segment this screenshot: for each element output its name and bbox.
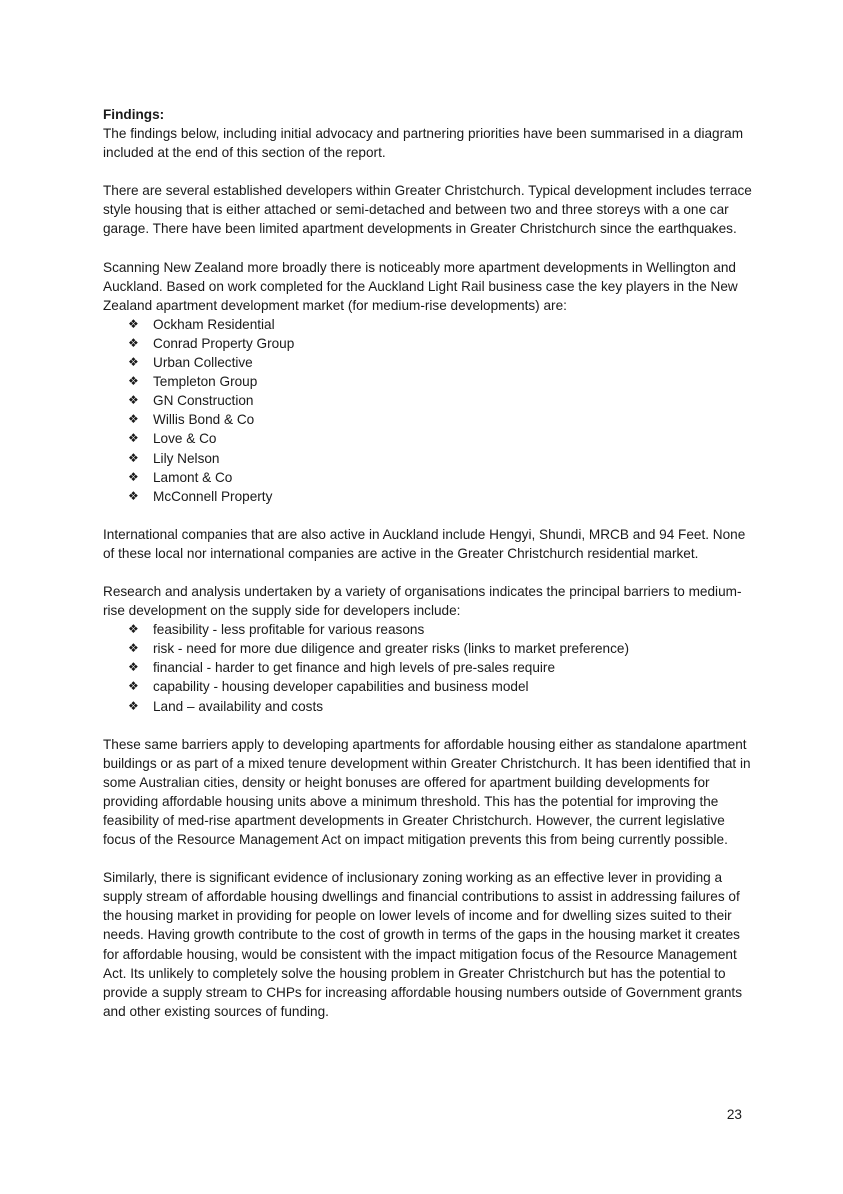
diamond-bullet-icon: ❖ — [128, 412, 139, 427]
list-item: ❖ risk - need for more due diligence and greater risks (links to market preference) — [103, 639, 753, 658]
paragraph-international: International companies that are also active in Auckland include Hengyi, Shundi, MRCB and 94 Feet. None of these local nor international companies are active in the Greater Christchurch residential market. — [103, 526, 746, 561]
diamond-bullet-icon: ❖ — [128, 641, 139, 656]
diamond-bullet-icon: ❖ — [128, 374, 139, 389]
page-number: 23 — [726, 1107, 742, 1122]
diamond-bullet-icon: ❖ — [128, 679, 139, 694]
developer-list — [103, 315, 753, 506]
diamond-bullet-icon: ❖ — [128, 335, 139, 350]
diamond-bullet-icon: ❖ — [128, 431, 139, 446]
diamond-bullet-icon: ❖ — [128, 660, 139, 675]
list-item: ❖ Willis Bond & Co — [103, 410, 753, 429]
diamond-bullet-icon: ❖ — [128, 316, 139, 331]
list-item: ❖ feasibility - less profitable for various reasons — [103, 620, 753, 639]
list-item: ❖ GN Construction — [103, 391, 753, 410]
document-page — [103, 105, 753, 1040]
paragraph-barriers-apply: These same barriers apply to developing apartments for affordable housing either as standalone apartment buildings or as part of a mixed tenure development within Greater Christchurch. It has been identified that in some Australian cities, density or height bonuses are offered for apartment building developments for providing affordable housing units above a minimum threshold. This has the potential for improving the feasibility of med-rise apartment developments in Greater Christchurch. However, the current legislative focus of the Resource Management Act on impact mitigation prevents this from being currently possible. — [103, 736, 751, 848]
paragraph-intro: The findings below, including initial advocacy and partnering priorities have been summarised in a diagram included at the end of this section of the report. — [103, 126, 744, 161]
diamond-bullet-icon: ❖ — [128, 393, 139, 408]
diamond-bullet-icon: ❖ — [128, 488, 139, 503]
list-item: ❖ McConnell Property — [103, 487, 753, 506]
diamond-bullet-icon: ❖ — [128, 622, 139, 637]
diamond-bullet-icon: ❖ — [128, 698, 139, 713]
diamond-bullet-icon: ❖ — [128, 355, 139, 370]
list-item: ❖ financial - harder to get finance and high levels of pre-sales require — [103, 658, 753, 677]
diamond-bullet-icon: ❖ — [128, 450, 139, 465]
list-item: ❖ Urban Collective — [103, 353, 753, 372]
list-item: ❖ Love & Co — [103, 429, 753, 448]
paragraph-nz-scan: Scanning New Zealand more broadly there is noticeably more apartment developments in Wellington and Auckland. Based on work completed for the Auckland Light Rail business case the key players in the New Zealand apartment development market (for medium-rise developments) are: — [103, 259, 738, 313]
paragraph-inclusionary-zoning: Similarly, there is significant evidence of inclusionary zoning working as an effective lever in providing a supply stream of affordable housing dwellings and financial contributions to assist in addressing failures of the housing market in providing for people on lower levels of income and for dwelling sizes suited to their needs. Having growth contribute to the cost of growth in terms of the gaps in the housing market it creates for affordable housing, would be consistent with the impact mitigation focus of the Resource Management Act. Its unlikely to completely solve the housing problem in Greater Christchurch but has the potential to provide a supply stream to CHPs for increasing affordable housing numbers outside of Government grants and other existing sources of funding. — [103, 870, 742, 1019]
list-item: ❖ Templeton Group — [103, 372, 753, 391]
diamond-bullet-icon: ❖ — [128, 469, 139, 484]
list-item: ❖ Land – availability and costs — [103, 697, 753, 716]
list-item: ❖ Lamont & Co — [103, 468, 753, 487]
paragraph-research: Research and analysis undertaken by a variety of organisations indicates the principal barriers to medium-rise development on the supply side for developers include: — [103, 583, 742, 619]
section-heading: Findings: — [103, 107, 165, 122]
list-item: ❖ Conrad Property Group — [103, 334, 753, 353]
paragraph-developers: There are several established developers within Greater Christchurch. Typical development includes terrace style housing that is either attached or semi-detached and between two and three storeys with a one car garage. There have been limited apartment developments in Greater Christchurch since the earthquakes. — [103, 183, 752, 237]
barrier-list — [103, 620, 753, 715]
list-item: ❖ capability - housing developer capabilities and business model — [103, 677, 753, 696]
list-item: ❖ Lily Nelson — [103, 449, 753, 468]
list-item: ❖ Ockham Residential — [103, 315, 753, 334]
